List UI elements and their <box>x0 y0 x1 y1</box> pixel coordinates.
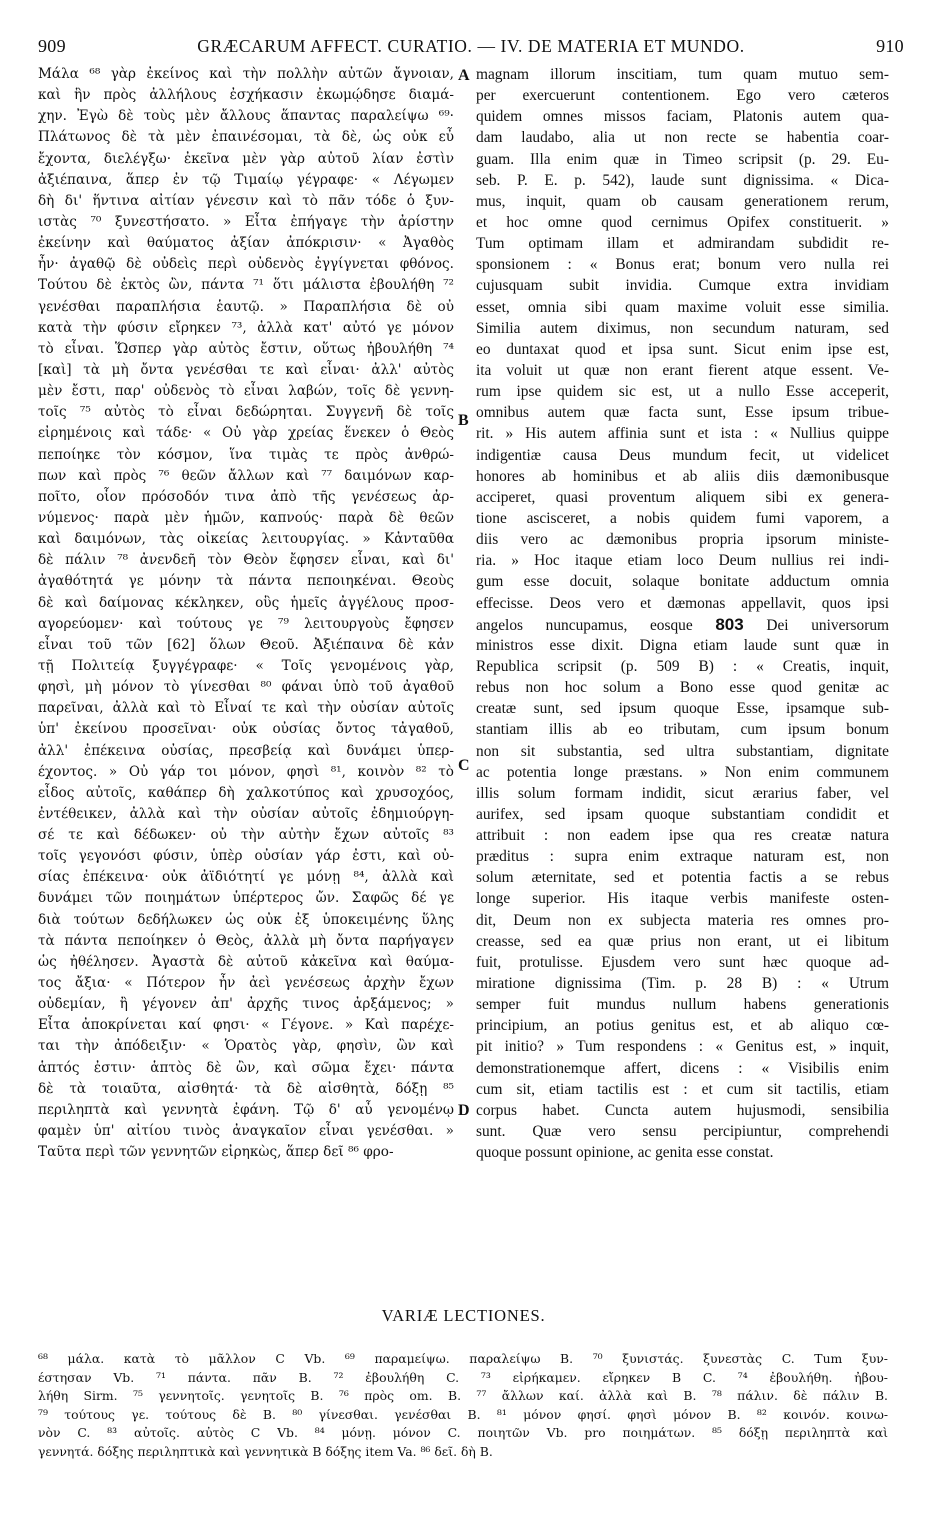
margin-marker-c: C <box>458 757 470 774</box>
latin-text-line: longe superior. His itaque verbis manifeste osten- <box>476 890 889 908</box>
greek-text-line: γενέσθαι παραπλήσια ἑαυτῷ. » Παραπλήσια δὲ οὐ <box>38 298 454 315</box>
greek-text-line: παρεῖναι, ἀλλὰ καὶ τὸ Εἶναί τε καὶ τὴν οὐσίαν αὐτοῖς <box>38 700 454 717</box>
greek-text-line: εἶναι τοῦ τῶν [62] ὅλων Θεοῦ. Ἀξιέπαινα δὲ κἀν <box>38 636 454 653</box>
latin-text-line: rebus non hoc solum a Bono esse quod genitæ ac <box>476 679 889 697</box>
latin-text-line: Tum optimam illam et admirandam subdidit re- <box>476 235 889 253</box>
latin-text-line: attribuit : non eadem ipse qua res creatæ natura <box>476 827 889 845</box>
latin-text-line: indigentiæ causa Deus mundum fecit, ut videlicet <box>476 446 889 464</box>
greek-text-line: πεποίηκε τὸν κόσμον, ἵνα τιμὰς τε πρὸς ἀνθρώ- <box>38 446 454 463</box>
greek-text-line: ἁπτός ἐστιν· ἁπτὸς δὲ ὢν, καὶ σῶμα ἔχει· πάντα <box>38 1059 454 1076</box>
greek-text-line: διὰ τούτων δεδήλωκεν ὡς οὐκ ἐξ ὑποκειμένης ὕλης <box>38 911 454 928</box>
latin-text-line: Republica scripsit (p. 509 B) : « Creatis, inquit, <box>476 657 889 675</box>
greek-text-column <box>38 64 454 1163</box>
greek-text-line: δὴ δι' ἥντινα αἰτίαν γένεσιν καὶ τὸ πᾶν τόδε ὁ ξυν- <box>38 192 454 209</box>
latin-text-line: sunt. Quæ vero sensu percipiuntur, comprehendi <box>476 1123 889 1141</box>
greek-text-line: κατὰ τὴν φύσιν εἴρηκεν ⁷³, ἀλλὰ κατ' αὐτό γε μόνον <box>38 319 454 336</box>
latin-text-line: ria. » Hoc itaque etiam loco Deum nullius rei indi- <box>476 552 889 570</box>
greek-text-line: περιληπτὰ καὶ γεννητὰ ἐφάνη. Τῷ δ' αὖ γενομένῳ <box>38 1101 454 1118</box>
greek-text-line: Τούτου δὲ ἐκτὸς ὢν, πάντα ⁷¹ ὅτι μάλιστα ἐβουλήθη ⁷² <box>38 277 454 294</box>
variae-lectiones-notes <box>38 1350 888 1462</box>
latin-text-line: seb. P. E. p. 542), laude sunt dignissima. « Dica- <box>476 171 889 189</box>
greek-text-line: πων καὶ πρὸς ⁷⁶ θεῶν ἄλλων καὶ ⁷⁷ δαιμόνων καρ- <box>38 467 454 484</box>
latin-text-line: principium, an potius genitus est, et ab aliquo cœ- <box>476 1017 889 1035</box>
latin-text-line: diis vero ac dæmonibus propria ipsorum ministe- <box>476 531 889 549</box>
greek-text-line: τῇ Πολιτείᾳ ξυγγέγραφε· « Τοῖς γενομένοις γὰρ, <box>38 657 454 674</box>
greek-text-line: δὲ πάλιν ⁷⁸ ἀνενδεῆ τὸν Θεὸν ἔφησεν εἶναι, καὶ δι' <box>38 552 454 569</box>
greek-text-line: Μάλα ⁶⁸ γὰρ ἐκείνος καὶ τὴν πολλὴν αὐτῶν ἄγνοιαν, <box>38 66 454 82</box>
margin-marker-a: A <box>458 67 470 84</box>
latin-text-column <box>476 64 889 1163</box>
latin-text-line: creatæ sunt, sed ipsum quoque Esse, ipsamque sub- <box>476 700 889 718</box>
greek-text-line: φαμὲν ὑπ' αἰτίου τινὸς ἀναγκαῖον εἶναι γενέσθαι. » <box>38 1123 454 1140</box>
latin-text-line: non sit substantia, sed ultra substantiam, dignitate <box>476 742 889 760</box>
latin-text-line: omnibus autem quæ facta sunt, Esse ipsum tribue- <box>476 404 889 422</box>
greek-text-line: νύμενος· παρὰ μὲν ἡμῶν, καπνούς· παρὰ δὲ θεῶν <box>38 509 454 526</box>
greek-text-line: ἀλλ' ἐπέκεινα οὐσίας, πρεσβείᾳ καὶ δυνάμει ὑπερ- <box>38 742 454 759</box>
latin-text-line: miratione dignissima (Tim. p. 28 B) : « Utrum <box>476 975 889 993</box>
greek-text-line: καὶ δαιμόνων, τὰς οἰκείας λειτουργίας. » Κἀνταῦθα <box>38 531 454 548</box>
latin-text-line: semper fuit mundus nullum habens generationis <box>476 996 889 1014</box>
page-number-left: 909 <box>38 36 66 56</box>
greek-text-line: δὲ τὰ τοιαῦτα, αἰσθητά· τὰ δὲ αἰσθητὰ, δόξῃ ⁸⁵ <box>38 1080 454 1097</box>
latin-text-line: honores ab hominibus et ab aliis diis dæmonibusque <box>476 467 889 485</box>
latin-text-line: creasse, sed ea quæ prius non erant, ut ei libitum <box>476 932 889 950</box>
latin-text-line: rit. » His autem affinia sunt et ista : « Nullius quippe <box>476 425 889 443</box>
greek-text-line: εἶδος αὐτοῖς, καθάπερ δὴ χαλκοτύπος καὶ χρυσοχόος, <box>38 784 454 801</box>
latin-text-line: dit, Deum non ex subjecta materia res omnes pro- <box>476 911 889 929</box>
latin-text-line: et hoc omne quod cernimus Opifex constituerit. » <box>476 213 889 231</box>
latin-text-line: tione ascisceret, a nobis quidem fumi vaporem, a <box>476 509 889 527</box>
greek-text-line: χην. Ἐγὼ δὲ τοὺς μὲν ἄλλους ἅπαντας παραλείψω ⁶⁹· <box>38 108 454 125</box>
running-header <box>38 36 904 62</box>
margin-marker-b: B <box>458 412 469 429</box>
latin-text-line: rum ipse quidem sic est, ut a nullo Esse acceperit, <box>476 383 889 401</box>
greek-text-line: ἐντέθεικεν, ἀλλὰ καὶ τὴν οὐσίαν αὐτοῖς ἐδημιούργη- <box>38 805 454 822</box>
latin-text-line: cum sit, etiam tactilis est : et cum sit tactilis, etiam <box>476 1080 889 1098</box>
latin-text-line: corpus habet. Cuncta autem hujusmodi, sensibilia <box>476 1101 889 1119</box>
greek-text-line: έχοντος. » Οὐ γάρ τοι μόνον, φησὶ ⁸¹, κοινὸν ⁸² τὸ <box>38 763 454 780</box>
variae-lectiones-heading: VARIÆ LECTIONES. <box>381 1306 546 1325</box>
latin-text-line: demonstrationemque affert, dicens : « Visibilis enim <box>476 1059 889 1077</box>
greek-text-line: ἦν· ἀγαθῷ δὲ οὐδεὶς περὶ οὐδενὸς ἐγγίγνεται φθόνος. <box>38 256 454 273</box>
greek-text-line: φησὶ, μὴ μόνον τὸ γίνεσθαι ⁸⁰ φάναι ὑπὸ τοῦ ἀγαθοῦ <box>38 679 454 696</box>
greek-text-line: τὰ πάντα πεποίηκεν ὁ Θεὸς, ἀλλὰ μὴ ὄντα παρήγαγεν <box>38 932 454 949</box>
latin-text-line: gum esse docuit, solaque bonitate adductum omnia <box>476 573 889 591</box>
greek-text-line: Πλάτωνος δὲ τὰ μὲν ἐπαινέσομαι, τὰ δὲ, ὡς οὐκ εὖ <box>38 129 454 146</box>
variant-note-line: ⁶⁸ μάλα. κατὰ τὸ μᾶλλον C Vb. ⁶⁹ παραμείψω. παραλείψω B. ⁷⁰ ξυνιστάς. ξυνεστὰς C. Tum ξυν- <box>38 1351 888 1366</box>
greek-text-line: ποῖτο, οἷον πρόσοδόν τινα ἀπὸ τῆς γενέσεως ἀρ- <box>38 488 454 505</box>
greek-text-line: ται τὴν ἀπόδειξιν· « Ὁρατὸς γὰρ, φησὶν, ὢν καὶ <box>38 1038 454 1055</box>
latin-text-line: eo duntaxat quod et ipsa sunt. Sicut enim ipse est, <box>476 340 889 358</box>
latin-text-line: ac potentia longe præstans. » Non enim communem <box>476 763 889 781</box>
latin-text-line: fuit, protulisse. Ejusdem vero sunt hæc quoque ad- <box>476 953 889 971</box>
greek-text-line: Ταῦτα περὶ τῶν γεννητῶν εἰρηκὼς, ἅπερ δεῖ ⁸⁶ φρο- <box>38 1144 394 1161</box>
variant-note-line: νὸν C. ⁸³ αὐτοῖς. αὐτὸς C Vb. ⁸⁴ μόνῃ. μόνον C. ποιητῶν Vb. pro ποιημάτων. ⁸⁵ δόξῃ περιληπτὰ καὶ <box>38 1425 888 1441</box>
greek-text-line: ἀξιέπαινα, ἅπερ ἐν τῷ Τιμαίῳ γέγραφε· « Λέγωμεν <box>38 171 454 188</box>
latin-text-line: acciperet, quasi proventum aliquem sibi ex genera- <box>476 488 889 506</box>
latin-text-line: aurifex, sed ipsam quoque substantiam condidit et <box>476 805 889 823</box>
latin-text-line: magnam illorum inscitiam, tum quam mutuo sem- <box>476 66 889 83</box>
latin-text-line: quoque possunt opinione, ac genita esse constat. <box>476 1144 774 1162</box>
page-badge: 803 <box>715 614 744 634</box>
latin-text-line: mus, inquit, quam ob causam generationem rerum, <box>476 192 889 210</box>
latin-text-line: pit initio? » Tum respondens : « Genitus est, » inquit, <box>476 1038 889 1056</box>
variant-note-line: γεννητά. δόξης περιληπτικὰ καὶ γεννητικὰ B δόξης item Va. ⁸⁶ δεῖ. δὴ B. <box>38 1443 493 1459</box>
greek-text-line: τοῖς ⁷⁵ αὐτὸς τὸ εἶναι δεδώρηται. Συγγενῆ δὲ τοῖς <box>38 404 454 421</box>
variant-note-line: έστησαν Vb. ⁷¹ πάντα. πᾶν B. ⁷² ἐβουλήθη C. ⁷³ εἰρήκαμεν. εἴρηκεν B C. ⁷⁴ ἐβουλήθη. ἠβου- <box>38 1369 888 1385</box>
page-number-right: 910 <box>876 36 904 56</box>
greek-text-line: αγορεύομεν· καὶ τούτους γε ⁷⁹ λειτουργοὺς ἔφησεν <box>38 615 454 632</box>
margin-marker-d: D <box>458 1102 470 1119</box>
greek-text-line: Εἶτα ἀποκρίνεται καί φησι· « Γέγονε. » Καὶ παρέχε- <box>38 1017 454 1034</box>
greek-text-line: ἔχοντα, διελέγξω· ἐκεῖνα μὲν γὰρ αὐτοῦ λίαν ἐστὶν <box>38 150 454 167</box>
latin-text-line: stantiam illis ab eo tributam, cum ipsum bonum <box>476 721 889 739</box>
latin-text-line: per exercuerunt contentionem. Ego vero cæteros <box>476 87 889 105</box>
greek-text-line: ιστὰς ⁷⁰ ξυνεστήσατο. » Εἶτα ἐπήγαγε τὴν ἀρίστην <box>38 213 454 230</box>
greek-text-line: ἐκείνην καὶ θαύματος ἀξίαν ἀπόκρισιν· « Ἀγαθὸς <box>38 235 454 252</box>
running-title: GRÆCARUM AFFECT. CURATIO. — IV. DE MATERIA ET MUNDO. <box>197 36 745 56</box>
latin-text-line: angelos nuncupamus, eosque 803 Dei universorum <box>476 614 889 634</box>
greek-text-line: ἀγαθότητά γε μόνην τὰ πάντα πεποιηκέναι. Θεοὺς <box>38 573 454 590</box>
greek-text-line: σίας ἐπέκεινα· οὐκ ἀϊδιότητί γε μόνῃ ⁸⁴, ἀλλὰ καὶ <box>38 869 454 886</box>
greek-text-line: τοῖς γεγονόσι φύσιν, ὑπὲρ οὐσίαν γάρ ἐστι, καὶ οὐ- <box>38 848 454 865</box>
greek-text-line: τος ἄξια· « Πότερον ἦν ἀεὶ γενέσεως ἀρχὴν ἔχων <box>38 975 454 992</box>
latin-text-line: præditus : supra enim extraque naturam est, non <box>476 848 889 866</box>
greek-text-line: σέ τε καὶ δέδωκεν· οὐ τὴν αὐτὴν ἔχων αὐτοῖς ⁸³ <box>38 827 454 844</box>
latin-text-line: quidem omnes missos faciam, Platonis autem qua- <box>476 108 889 126</box>
greek-text-line: τὸ εἶναι. Ὥσπερ γὰρ αὐτὸς ἔστιν, οὕτως ἠβουλήθη ⁷⁴ <box>38 340 454 357</box>
latin-text-line: sponsionem : « Bonus erat; bonum vero nulla rei <box>476 256 889 274</box>
greek-text-line: καὶ ἣν πρὸς ἀλλήλους ἐσχήκασιν ἐκωμῴδησε διαμά- <box>38 87 454 104</box>
latin-text-line: dam laudabo, alia ut non recte se habentia coar- <box>476 129 889 147</box>
latin-text-line: solum æternitate, sed et potentia factis a se rebus <box>476 869 889 887</box>
latin-text-line: effecisse. Deos vero et dæmonas appellavit, quos ipsi <box>476 594 889 612</box>
greek-text-line: [καὶ] τὰ μὴ ὄντα γενέσθαι τε καὶ εἶναι· ἀλλ' αὐτὸς <box>38 361 454 378</box>
greek-text-line: ὑπ' ἐκείνου προσεῖναι· οὐκ οὐσίας ὄντος τἀγαθοῦ, <box>38 721 454 738</box>
greek-text-line: μὲν ἔστι, παρ' οὐδενὸς τὸ εἶναι λαβών, τοῖς δὲ γεννη- <box>38 383 454 400</box>
greek-text-line: οὐδεμίαν, ἢ γέγονεν ἀπ' ἀρχῆς τινος ἀρξάμενος; » <box>38 996 454 1013</box>
latin-text-line: illis solum formam indidit, sicut ærarius faber, vel <box>476 784 889 802</box>
greek-text-line: ὡς ἠθέλησεν. Ἀγαστὰ δὲ αὐτοῦ κἀκεῖνα καὶ θαύμα- <box>38 953 454 970</box>
latin-text-line: ministros esse dixit. Digna etiam laude sunt quæ in <box>476 636 889 654</box>
variant-note-line: ⁷⁹ τούτους γε. τούτους δὲ B. ⁸⁰ γίνεσθαι. γενέσθαι B. ⁸¹ μόνον φησί. φησὶ μόνον B. ⁸² κοινόν. κοινω- <box>38 1406 888 1422</box>
latin-text-line: Similia autem diximus, non secundum naturam, sed <box>476 319 889 337</box>
variant-note-line: λήθη Sirm. ⁷⁵ γεννητοῖς. γενητοῖς B. ⁷⁶ πρὸς om. B. ⁷⁷ ἄλλων καί. ἀλλὰ καὶ B. ⁷⁸ πάλιν. δὲ πάλιν B. <box>38 1388 888 1404</box>
greek-text-line: εἰρημένοις καὶ τάδε· « Οὐ γὰρ χρείας ἕνεκεν ὁ Θεὸς <box>38 425 454 442</box>
greek-text-line: δυνάμει τῶν ποιημάτων ὑπέρτερος ὤν. Σαφῶς δέ γε <box>38 890 454 907</box>
greek-text-line: δὲ καὶ δαίμονας κέκληκεν, οὓς ἡμεῖς ἀγγέλους προσ- <box>38 594 454 611</box>
latin-text-line: ita voluit ut quæ non erant fierent atque essent. Ve- <box>476 361 889 379</box>
latin-text-line: cujusquam subit invidia. Cumque extra invidiam <box>476 277 889 295</box>
latin-text-line: guam. Illa enim quæ in Timeo scripsit (p. 29. Eu- <box>476 150 889 168</box>
latin-text-line: esset, omnia sibi quam maxime voluit esse similia. <box>476 298 889 316</box>
